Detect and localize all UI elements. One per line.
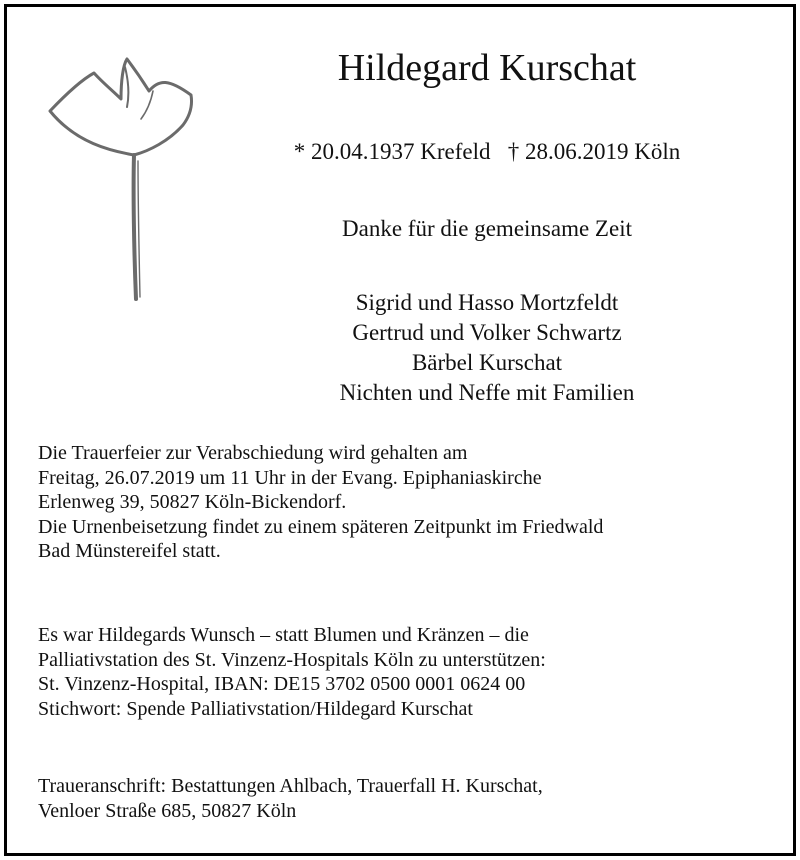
mourners-list [207, 288, 767, 408]
ceremony-line: Die Urnenbeisetzung findet zu einem späteren Zeitpunkt im Friedwald [38, 515, 604, 538]
donation-line: Stichwort: Spende Palliativstation/Hildegard Kurschat [38, 697, 473, 720]
address-line: Traueranschrift: Bestattungen Ahlbach, Trauerfall H. Kurschat, [38, 775, 543, 797]
death-date: † 28.06.2019 Köln [507, 139, 681, 164]
birth-date: * 20.04.1937 Krefeld [293, 139, 491, 164]
donation-line: Es war Hildegards Wunsch – statt Blumen und Kränzen – die [38, 624, 529, 646]
ceremony-line: Bad Münstereifel statt. [38, 540, 221, 562]
address-paragraph [38, 774, 778, 823]
ginkgo-leaf-icon [41, 51, 211, 305]
mourner-line: Gertrud und Volker Schwartz [352, 320, 622, 345]
address-line: Venloer Straße 685, 50827 Köln [38, 799, 297, 822]
ceremony-line: Freitag, 26.07.2019 um 11 Uhr in der Evang. Epiphaniaskirche [38, 466, 542, 489]
mourner-line: Bärbel Kurschat [411, 350, 563, 375]
deceased-name: Hildegard Kurschat [337, 47, 637, 89]
ceremony-paragraph [38, 441, 778, 564]
ceremony-line: Die Trauerfeier zur Verabschiedung wird gehalten am [38, 442, 468, 464]
donation-line: St. Vinzenz-Hospital, IBAN: DE15 3702 0500 0001 0624 00 [38, 673, 526, 695]
life-dates [207, 137, 767, 167]
mourner-line: Sigrid und Hasso Mortzfeldt [355, 290, 619, 315]
obituary-notice [4, 4, 796, 856]
donation-paragraph [38, 623, 778, 721]
donation-line: Palliativstation des St. Vinzenz-Hospitals Köln zu unterstützen: [38, 648, 546, 671]
mourner-line: Nichten und Neffe mit Familien [339, 380, 635, 405]
ceremony-line: Erlenweg 39, 50827 Köln-Bickendorf. [38, 491, 347, 513]
motto: Danke für die gemeinsame Zeit [342, 216, 632, 241]
